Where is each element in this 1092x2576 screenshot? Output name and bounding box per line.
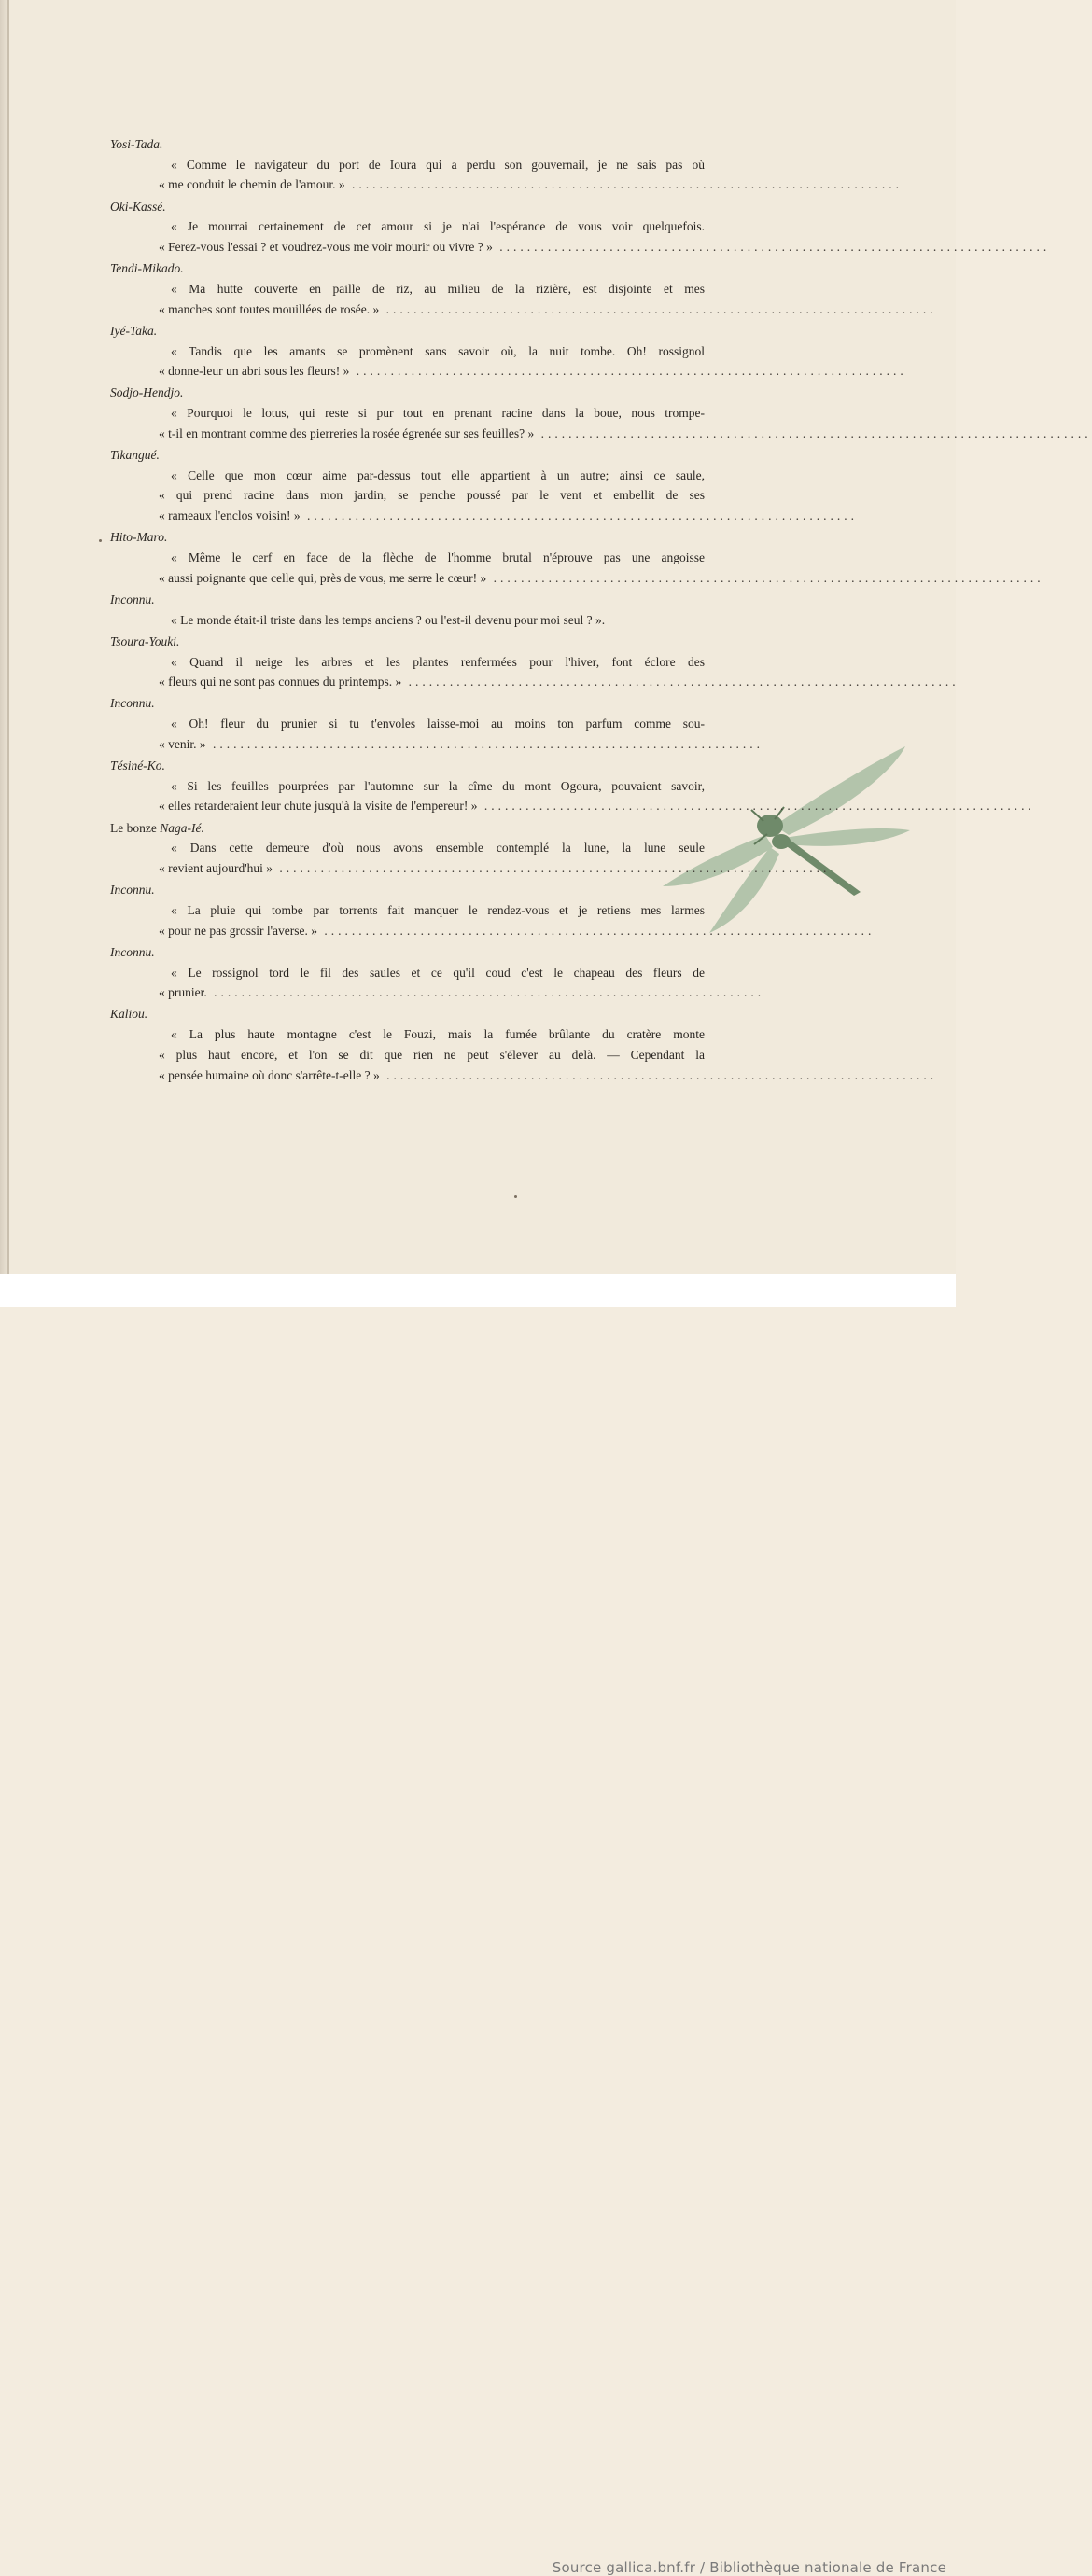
verse-text: « qui prend racine dans mon jardin, se penche poussé par le vent et embellit de ses: [159, 488, 705, 503]
verse-text: « La plus haute montagne c'est le Fouzi, mais la fumée brûlante du cratère monte: [171, 1027, 705, 1042]
speaker-name: [110, 384, 183, 401]
speaker-label: Yosi-Tada.: [110, 137, 163, 151]
verse-text: « Oh! fleur du prunier si tu t'envoles laisse-moi au moins ton parfum comme sou-: [171, 717, 705, 731]
verse-text: « Même le cerf en face de la flèche de l'homme brutal n'éprouve pas une angoisse: [171, 550, 705, 564]
verse-text: « elles retarderaient leur chute jusqu'à la visite de l'empereur! »: [159, 799, 478, 814]
verse-line: [159, 301, 937, 318]
verse-text: « pensée humaine où donc s'arrête-t-elle ? »: [159, 1067, 380, 1082]
speaker-name: [110, 529, 167, 546]
verse-text: « rameaux l'enclos voisin! »: [159, 508, 301, 523]
speaker-name: [110, 592, 155, 608]
verse-line: [159, 860, 831, 877]
speaker-name: [110, 447, 160, 464]
verse-line: [171, 343, 705, 360]
verse-line: [159, 736, 763, 753]
leader-dots: ................................................................................: [273, 861, 831, 875]
speaker-label: Tikangué.: [110, 448, 160, 462]
speaker-label: Tésiné-Ko.: [110, 759, 165, 773]
speaker-name: [110, 758, 165, 774]
verse-line: [159, 1047, 705, 1064]
verse-line: [159, 1067, 938, 1084]
speaker-name: [110, 882, 155, 898]
speaker-prefix: Le bonze: [110, 820, 161, 835]
verse-line: [159, 487, 705, 504]
verse-line: [171, 218, 705, 235]
leader-dots: ................................................................................: [477, 799, 1035, 814]
speaker-name: [110, 260, 184, 277]
speaker-label: Tsoura-Youki.: [110, 634, 180, 648]
speaker-name: [110, 695, 155, 712]
page-speck: [514, 1195, 517, 1198]
verse-text: « pour ne pas grossir l'averse. »: [159, 923, 318, 938]
verse-text: « Quand il neige les arbres et les plantes renfermées pour l'hiver, font éclore des: [171, 654, 705, 669]
speaker-label: Inconnu.: [110, 592, 155, 606]
source-credit: Source gallica.bnf.fr / Bibliothèque nationale de France: [552, 2559, 946, 2576]
verse-line: [171, 778, 705, 795]
verse-text: « fleurs qui ne sont pas connues du printemps. »: [159, 675, 402, 689]
verse-line: [159, 239, 1051, 256]
verse-line: [171, 902, 705, 919]
leader-dots: ................................................................................: [379, 1067, 938, 1082]
speaker-name: [110, 323, 157, 340]
verse-text: « Le monde était-il triste dans les temps anciens ? ou l'est-il devenu pour moi seul ? ».: [171, 612, 606, 627]
verse-line: [171, 840, 705, 856]
footer-bar: [0, 1274, 956, 2576]
verse-line: [159, 923, 875, 940]
verse-text: « Dans cette demeure d'où nous avons ensemble contemplé la lune, la lune seule: [171, 841, 705, 856]
verse-text: « prunier.: [159, 985, 207, 1000]
speaker-name: [110, 199, 166, 216]
verse-text: « me conduit le chemin de l'amour. »: [159, 177, 345, 192]
verse-text: « aussi poignante que celle qui, près de vous, me serre le cœur! »: [159, 570, 487, 585]
speaker-label: Kaliou.: [110, 1007, 148, 1022]
leader-dots: ................................................................................: [344, 177, 903, 192]
verse-line: [171, 281, 705, 298]
leader-dots: ................................................................................: [349, 364, 907, 379]
leader-dots: ................................................................................: [534, 425, 1092, 440]
verse-text: « donne-leur un abri sous les fleurs! »: [159, 364, 350, 379]
verse-line: [171, 550, 705, 566]
verse-line: [171, 1026, 705, 1043]
verse-line: [171, 612, 705, 629]
verse-line: [159, 984, 765, 1001]
verse-line: [159, 570, 1044, 587]
verse-line: [171, 405, 705, 422]
verse-line: [171, 467, 705, 484]
speaker-name: [110, 634, 179, 650]
speaker-name: [110, 136, 162, 153]
speaker-label: Oki-Kassé.: [110, 199, 166, 214]
speaker-label: Naga-Ié.: [160, 820, 204, 835]
verse-line: [159, 508, 859, 524]
verse-text: « Comme le navigateur du port de Ioura qui a perdu son gouvernail, je ne sais pas où: [171, 157, 705, 172]
verse-text: « Tandis que les amants se promènent sans savoir où, la nuit tombe. Oh! rossignol: [171, 343, 705, 358]
verse-text: « manches sont toutes mouillées de rosée. »: [159, 301, 380, 316]
verse-text: « La pluie qui tombe par torrents fait manquer le rendez-vous et je retiens mes larmes: [171, 902, 705, 917]
leader-dots: ................................................................................: [300, 508, 859, 523]
verse-line: [171, 654, 705, 671]
verse-text: « Si les feuilles pourprées par l'automne sur la cîme du mont Ogoura, pouvaient savoir,: [171, 778, 705, 793]
verse-line: [159, 798, 1035, 815]
speaker-label: Inconnu.: [110, 944, 155, 959]
verse-line: [171, 716, 705, 732]
verse-text: « plus haut encore, et l'on se dit que rien ne peut s'élever au delà. — Cependant la: [159, 1047, 705, 1062]
verse-line: [159, 425, 1092, 442]
leader-dots: ................................................................................: [379, 301, 937, 316]
verse-text: « Je mourrai certainement de cet amour si je n'ai l'espérance de vous voir quelquefois.: [171, 219, 705, 234]
speaker-label: Inconnu.: [110, 883, 155, 898]
speaker-name: [110, 1006, 147, 1023]
verse-line: [171, 157, 705, 174]
verse-text: « revient aujourd'hui »: [159, 861, 273, 875]
verse-line: [159, 176, 903, 193]
speaker-label: Inconnu.: [110, 696, 155, 711]
verse-line: [159, 363, 907, 380]
book-spine-edge: [0, 0, 7, 1274]
page-speck: [99, 539, 102, 542]
verse-line: [171, 965, 705, 982]
leader-dots: ................................................................................: [492, 240, 1051, 254]
leader-dots: ................................................................................: [401, 675, 959, 689]
verse-text: « Pourquoi le lotus, qui reste si pur tout en prenant racine dans la boue, nous trompe-: [171, 406, 705, 421]
verse-text: « Ma hutte couverte en paille de riz, au milieu de la rizière, est disjointe et mes: [171, 281, 705, 296]
leader-dots: ................................................................................: [486, 570, 1044, 585]
verse-text: « Le rossignol tord le fil des saules et ce qu'il coud c'est le chapeau des fleurs de: [171, 965, 705, 980]
speaker-name: [110, 820, 204, 837]
verse-line: [159, 674, 959, 690]
verse-text: « Celle que mon cœur aime par-dessus tout elle appartient à un autre; ainsi ce saule,: [171, 467, 705, 482]
verse-text: « t-il en montrant comme des pierreries la rosée égrenée sur ses feuilles? »: [159, 425, 535, 440]
speaker-label: Iyé-Taka.: [110, 323, 158, 338]
speaker-label: Tendi-Mikado.: [110, 261, 184, 276]
verse-text: « Ferez-vous l'essai ? et voudrez-vous me voir mourir ou vivre ? »: [159, 240, 493, 254]
speaker-name: [110, 944, 155, 961]
verse-text: « venir. »: [159, 736, 206, 751]
leader-dots: ................................................................................: [317, 923, 875, 938]
speaker-label: Hito-Maro.: [110, 530, 168, 545]
leader-dots: ................................................................................: [206, 985, 765, 1000]
leader-dots: ................................................................................: [205, 736, 763, 751]
speaker-label: Sodjo-Hendjo.: [110, 385, 184, 400]
